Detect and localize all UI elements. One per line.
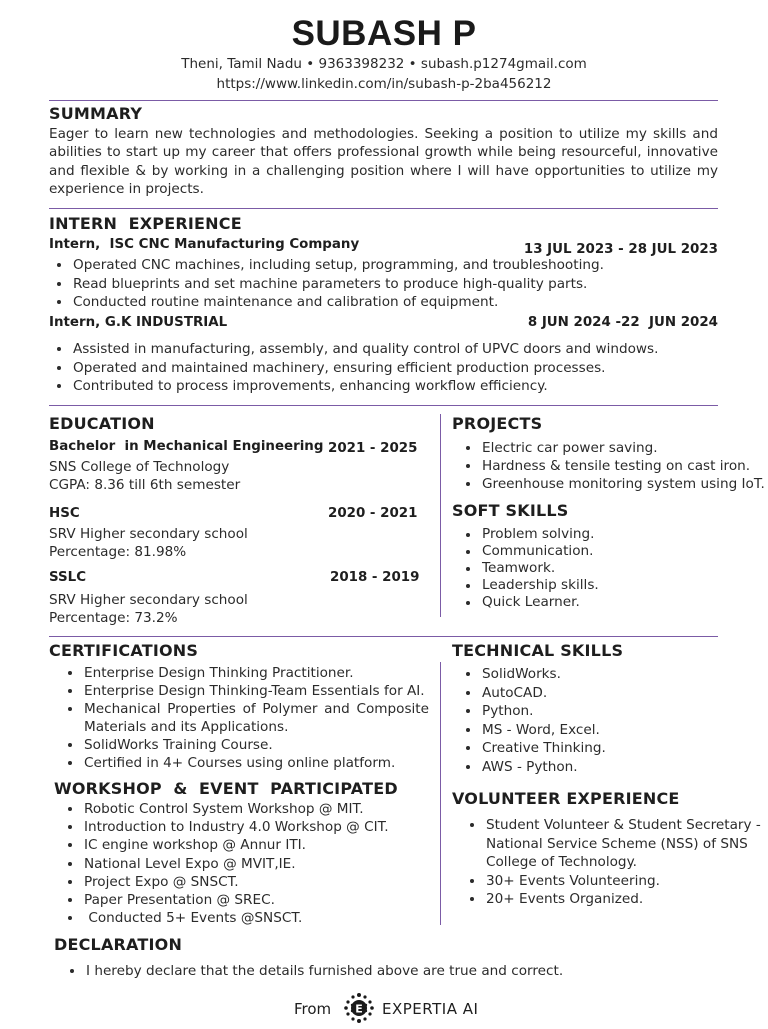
list-item: Robotic Control System Workshop @ MIT.	[60, 800, 389, 818]
education-school: SRV Higher secondary school	[49, 526, 248, 542]
certifications-heading: CERTIFICATIONS	[49, 641, 199, 660]
job-bullets	[49, 340, 658, 396]
list-item: IC engine workshop @ Annur ITI.	[60, 836, 389, 854]
footer-from: From	[294, 1000, 332, 1018]
summary-text: Eager to learn new technologies and methodologies. Seeking a position to utilize my skills and abilities to start up my career that offers professional growth while being resourceful, innovative and flexible & by working in a challenging position where I will have opportunities to utilize my experience in projects.	[49, 126, 718, 197]
job-dates: 13 JUL 2023 - 28 JUL 2023	[523, 242, 718, 257]
list-item: Enterprise Design Thinking Practitioner.	[60, 664, 429, 682]
education-score: Percentage: 73.2%	[49, 610, 178, 626]
volunteer-list	[462, 816, 762, 909]
list-item: Conducted routine maintenance and calibration of equipment.	[49, 293, 604, 312]
education-years: 2020 - 2021	[328, 506, 418, 521]
education-degree: Bachelor in Mechanical Engineering	[49, 439, 324, 454]
list-item: Contributed to process improvements, enhancing workflow efficiency.	[49, 377, 658, 396]
education-school: SRV Higher secondary school	[49, 592, 248, 608]
list-item: Assisted in manufacturing, assembly, and quality control of UPVC doors and windows.	[49, 340, 658, 359]
list-item: SolidWorks Training Course.	[60, 736, 429, 754]
divider	[49, 208, 718, 209]
education-degree: HSC	[49, 506, 80, 521]
workshop-list	[60, 800, 389, 927]
list-item: AWS - Python.	[458, 758, 606, 777]
technical-skills-heading: TECHNICAL SKILLS	[452, 641, 624, 660]
list-item: Hardness & tensile testing on cast iron.	[458, 457, 765, 475]
list-item: Conducted 5+ Events @SNSCT.	[60, 909, 389, 927]
education-school: SNS College of Technology	[49, 459, 230, 475]
list-item: Operated CNC machines, including setup, programming, and troubleshooting.	[49, 256, 604, 275]
education-degree: SSLC	[49, 570, 87, 585]
contact-line: Theni, Tamil Nadu • 9363398232 • subash.p1274gmail.com	[181, 56, 587, 72]
workshop-heading: WORKSHOP & EVENT PARTICIPATED	[54, 779, 398, 798]
list-item: Creative Thinking.	[458, 739, 606, 758]
list-item: Read blueprints and set machine parameters to produce high-quality parts.	[49, 275, 604, 294]
declaration-list	[62, 962, 563, 980]
list-item: Greenhouse monitoring system using IoT.	[458, 475, 765, 493]
education-score: CGPA: 8.36 till 6th semester	[49, 477, 241, 493]
certifications-list	[60, 664, 429, 772]
projects-heading: PROJECTS	[452, 414, 543, 433]
list-item: Introduction to Industry 4.0 Workshop @ CIT.	[60, 818, 389, 836]
projects-list	[458, 439, 765, 493]
list-item: 30+ Events Volunteering.	[462, 872, 762, 891]
divider	[49, 405, 718, 406]
education-heading: EDUCATION	[49, 414, 155, 433]
list-item: Problem solving.	[458, 526, 599, 543]
technical-skills-list	[458, 665, 606, 777]
job-dates: 8 JUN 2024 -22 JUN 2024	[527, 315, 718, 330]
summary-heading: SUMMARY	[49, 104, 143, 123]
column-divider	[440, 414, 441, 617]
list-item: SolidWorks.	[458, 665, 606, 684]
list-item: Paper Presentation @ SREC.	[60, 891, 389, 909]
education-years: 2021 - 2025	[328, 441, 418, 456]
expertia-logo-icon	[341, 991, 377, 1025]
list-item: MS - Word, Excel.	[458, 721, 606, 740]
divider	[49, 100, 718, 101]
list-item: National Level Expo @ MVIT,IE.	[60, 855, 389, 873]
job-title: Intern, G.K INDUSTRIAL	[49, 315, 228, 330]
list-item: Operated and maintained machinery, ensuring efficient production processes.	[49, 359, 658, 378]
declaration-heading: DECLARATION	[54, 935, 183, 954]
list-item: Project Expo @ SNSCT.	[60, 873, 389, 891]
list-item: Leadership skills.	[458, 577, 599, 594]
volunteer-heading: VOLUNTEER EXPERIENCE	[452, 789, 680, 808]
list-item: Teamwork.	[458, 560, 599, 577]
column-divider	[440, 662, 441, 925]
list-item: Mechanical Properties of Polymer and Composite Materials and its Applications.	[60, 700, 429, 736]
job-bullets	[49, 256, 604, 312]
list-item: Enterprise Design Thinking-Team Essentials for AI.	[60, 682, 429, 700]
candidate-name: SUBASH P	[291, 14, 477, 53]
list-item: Certified in 4+ Courses using online platform.	[60, 754, 429, 772]
education-score: Percentage: 81.98%	[49, 544, 187, 560]
list-item: Quick Learner.	[458, 594, 599, 611]
education-years: 2018 - 2019	[330, 570, 420, 585]
list-item: Python.	[458, 702, 606, 721]
declaration-text: I hereby declare that the details furnished above are true and correct.	[62, 962, 563, 980]
logo-letter: E	[355, 1002, 363, 1016]
intern-heading: INTERN EXPERIENCE	[49, 214, 242, 233]
soft-skills-list	[458, 526, 599, 611]
list-item: 20+ Events Organized.	[462, 890, 762, 909]
list-item: AutoCAD.	[458, 684, 606, 703]
list-item: Communication.	[458, 543, 599, 560]
linkedin-url: https://www.linkedin.com/in/subash-p-2ba456212	[216, 76, 552, 92]
footer-brand: EXPERTIA AI	[382, 1000, 479, 1018]
list-item: Electric car power saving.	[458, 439, 765, 457]
list-item: Student Volunteer & Student Secretary - National Service Scheme (NSS) of SNS College of Technology.	[462, 816, 762, 872]
job-title: Intern, ISC CNC Manufacturing Company	[49, 237, 360, 252]
divider	[49, 636, 718, 637]
soft-skills-heading: SOFT SKILLS	[452, 501, 569, 520]
